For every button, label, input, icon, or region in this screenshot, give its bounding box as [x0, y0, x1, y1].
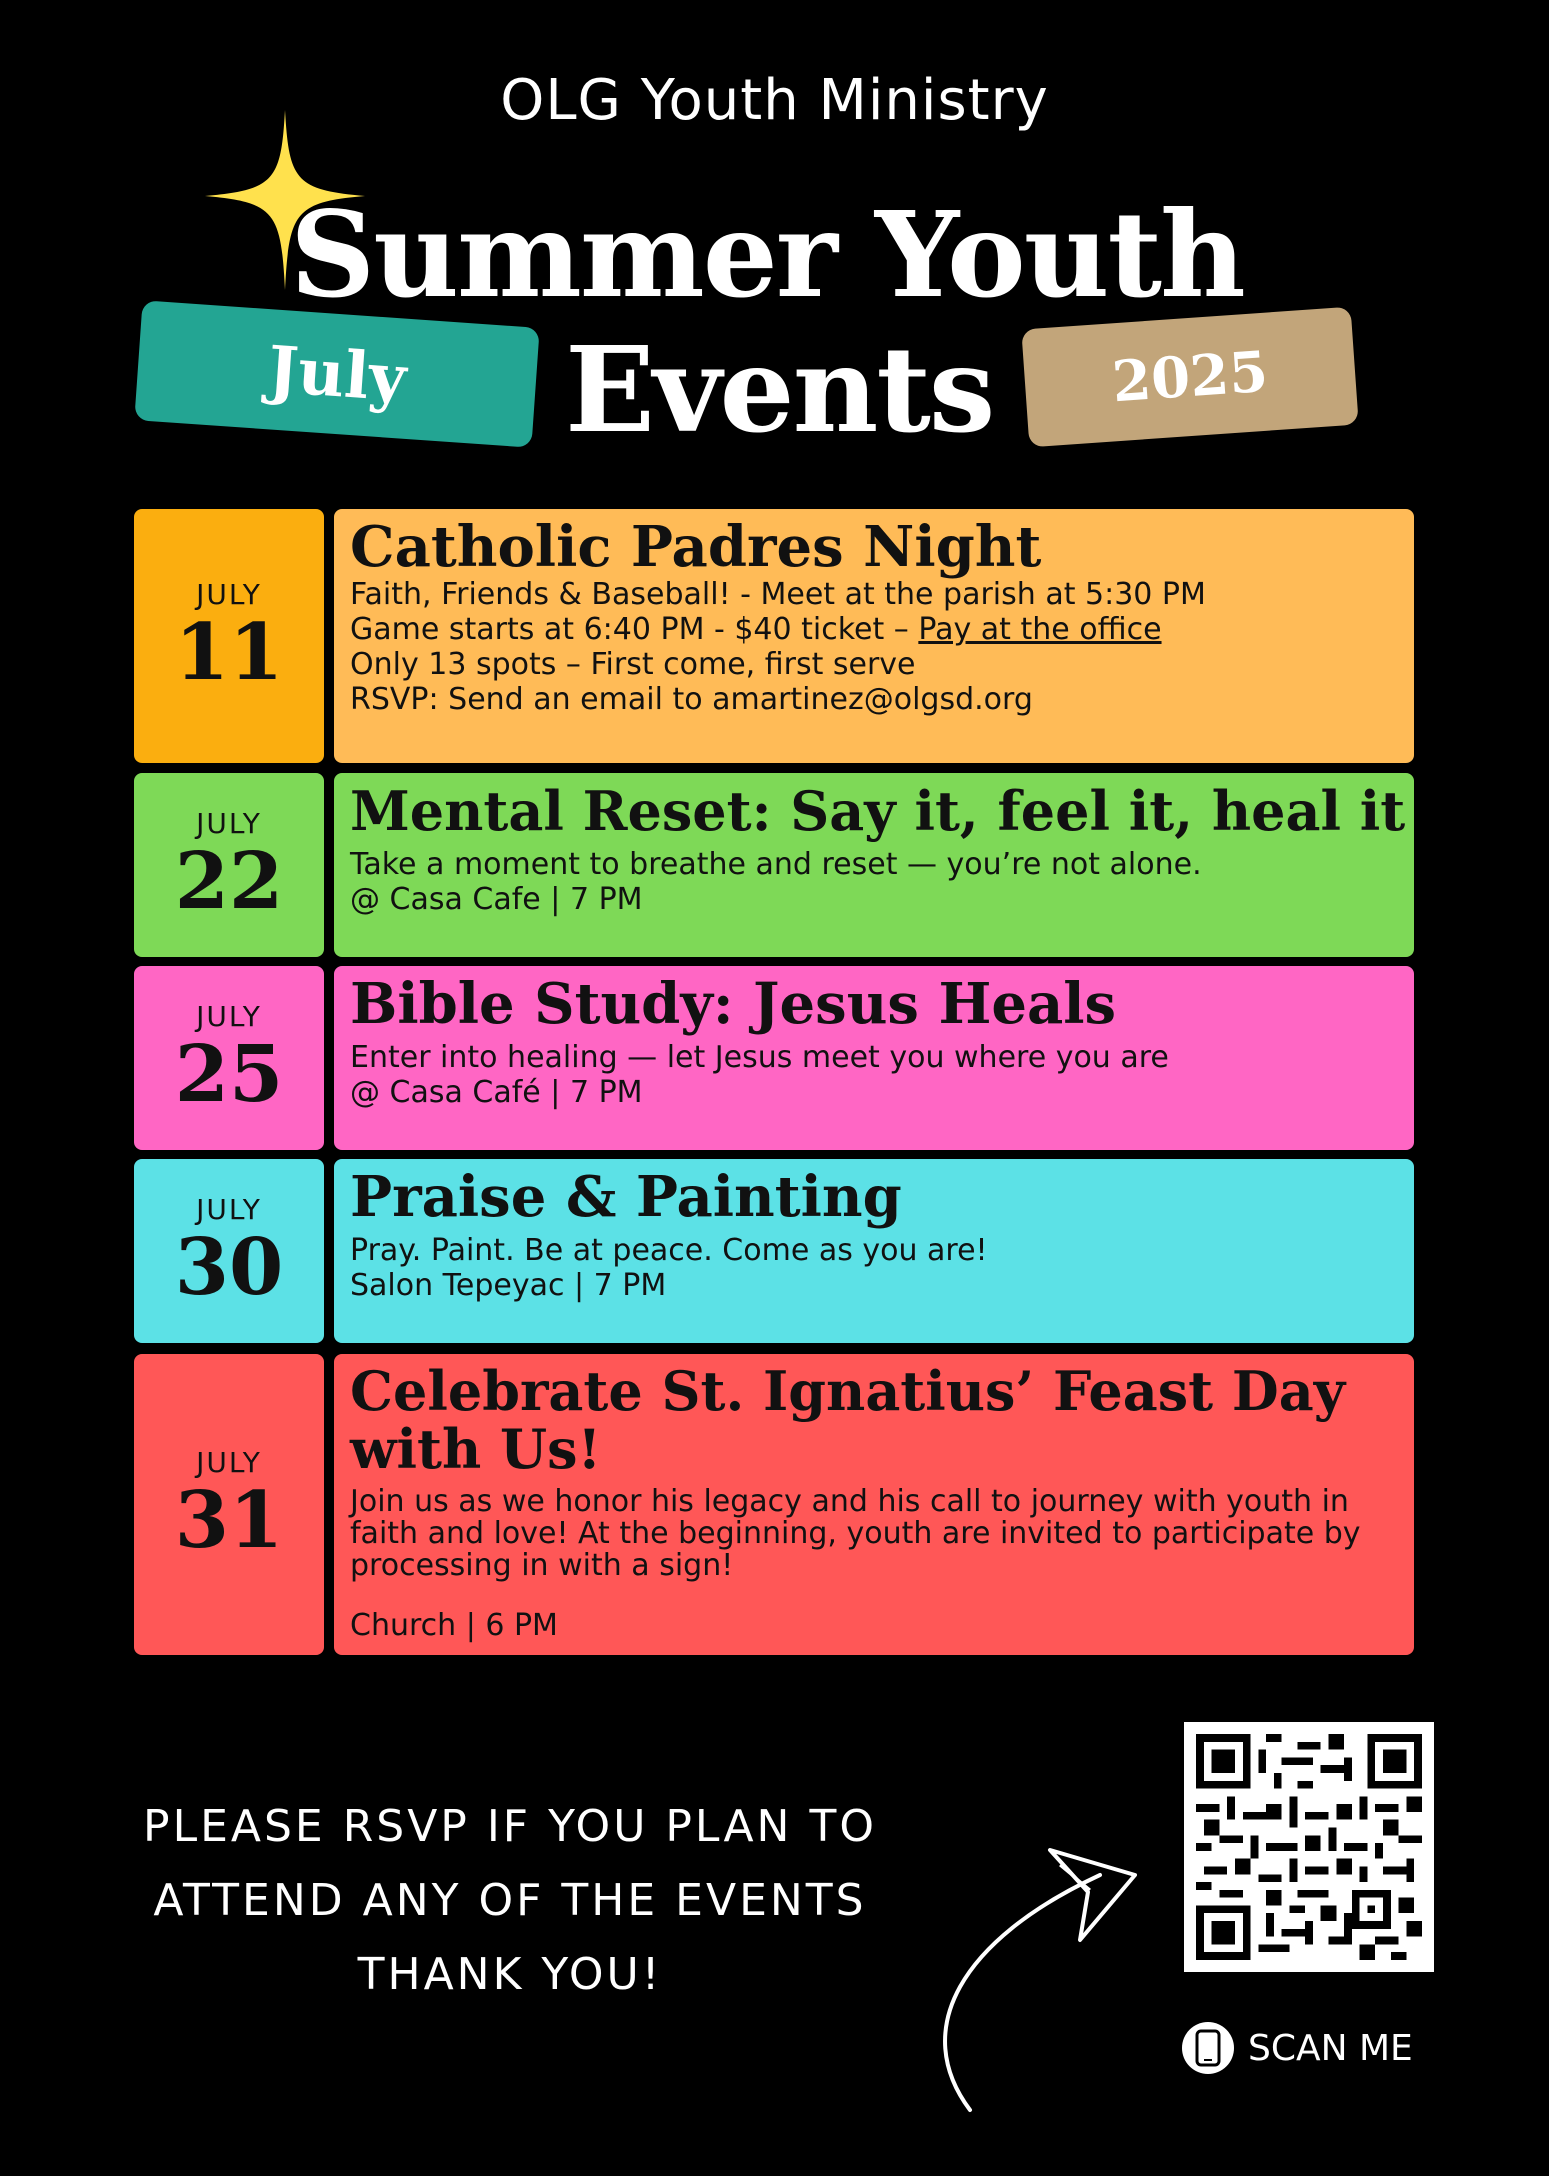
event-row-july-11	[134, 509, 1414, 763]
event-month: JULY	[196, 577, 262, 611]
page-title-line1: Summer Youth	[290, 185, 1244, 324]
event-date	[134, 966, 324, 1150]
qr-code-pattern	[1196, 1734, 1422, 1960]
event-row-july-22	[134, 773, 1414, 957]
event-date	[134, 773, 324, 957]
event-month: JULY	[196, 1192, 262, 1226]
event-detail: Faith, Friends & Baseball! - Meet at the parish at 5:30 PM	[350, 577, 1206, 612]
event-detail: @ Casa Café | 7 PM	[350, 1075, 643, 1110]
event-title: Catholic Padres Night	[350, 514, 1042, 580]
phone-icon	[1182, 2022, 1234, 2074]
event-month: JULY	[196, 999, 262, 1033]
event-detail: @ Casa Cafe | 7 PM	[350, 882, 643, 917]
event-day: 31	[174, 1475, 284, 1566]
event-title: Celebrate St. Ignatius’ Feast Day with Us!	[350, 1359, 1346, 1481]
event-card	[334, 1159, 1414, 1343]
event-date	[134, 1159, 324, 1343]
page-title-line2: Events	[565, 320, 994, 459]
event-detail-text: Game starts at 6:40 PM - $40 ticket –	[350, 612, 919, 647]
event-card	[334, 966, 1414, 1150]
event-card	[334, 509, 1414, 763]
event-date	[134, 509, 324, 763]
event-day: 25	[174, 1028, 284, 1120]
event-detail: RSVP: Send an email to amartinez@olgsd.org	[350, 682, 1033, 717]
event-detail	[350, 612, 1398, 647]
event-detail: Salon Tepeyac | 7 PM	[350, 1268, 667, 1303]
event-row-july-25	[134, 966, 1414, 1150]
event-month: JULY	[196, 806, 262, 840]
scan-me-text: SCAN ME	[1248, 2027, 1413, 2069]
event-detail: Enter into healing — let Jesus meet you where you are	[350, 1040, 1169, 1075]
year-badge: 2025	[1021, 307, 1358, 448]
event-day: 11	[174, 606, 284, 698]
event-card	[334, 773, 1414, 957]
month-badge: July	[134, 300, 539, 447]
event-row-july-30	[134, 1159, 1414, 1343]
event-card	[334, 1354, 1414, 1655]
event-row-july-31	[134, 1354, 1414, 1655]
event-title: Mental Reset: Say it, feel it, heal it	[350, 779, 1406, 843]
event-day: 30	[174, 1221, 284, 1313]
event-day: 22	[174, 835, 284, 927]
rsvp-message: PLEASE RSVP IF YOU PLAN TO ATTEND ANY OF THE EVENTS THANK YOU!	[143, 1801, 877, 2000]
scan-me-label	[1182, 2022, 1413, 2074]
event-detail: Pray. Paint. Be at peace. Come as you are!	[350, 1233, 988, 1268]
event-title: Praise & Painting	[350, 1164, 902, 1230]
ministry-name: OLG Youth Ministry	[500, 68, 1049, 133]
event-detail: Join us as we honor his legacy and his call to journey with youth in faith and love! At the beginning, youth are invited to participate by processing in with a sign!	[350, 1484, 1361, 1583]
event-title: Bible Study: Jesus Heals	[350, 971, 1117, 1037]
pay-at-office-link[interactable]: Pay at the office	[918, 612, 1162, 647]
event-month: JULY	[196, 1446, 262, 1479]
event-detail: Church | 6 PM	[350, 1608, 558, 1643]
event-detail: Only 13 spots – First come, first serve	[350, 647, 916, 682]
event-detail: Take a moment to breathe and reset — you’re not alone.	[350, 847, 1202, 882]
qr-code[interactable]	[1184, 1722, 1434, 1972]
event-date	[134, 1354, 324, 1655]
arrow-icon	[920, 1830, 1150, 2120]
